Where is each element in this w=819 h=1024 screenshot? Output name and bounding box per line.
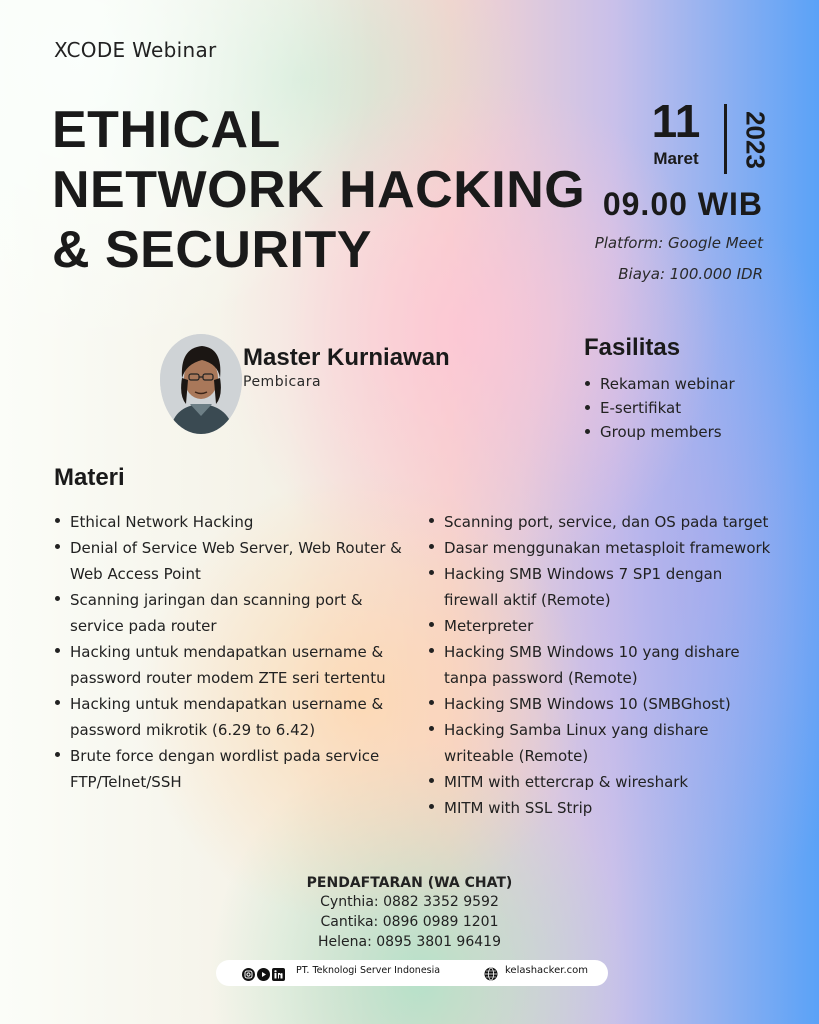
platform-info: Platform: Google Meet <box>594 234 763 252</box>
list-item: Rekaman webinar <box>584 372 735 396</box>
footer-bar <box>216 960 608 986</box>
list-item: Ethical Network Hacking <box>54 509 404 535</box>
list-item: Hacking untuk mendapatkan username & password router modem ZTE seri tertentu <box>54 639 404 691</box>
event-time: 09.00 WIB <box>602 186 763 222</box>
social-icons <box>242 966 285 979</box>
registration-contact: Cantika: 0896 0989 1201 <box>320 914 499 930</box>
fasilitas-heading: Fasilitas <box>584 334 681 361</box>
price-info: Biaya: 100.000 IDR <box>618 265 763 283</box>
list-item: E-sertifikat <box>584 396 735 420</box>
speaker-role: Pembicara <box>243 374 322 390</box>
website-link[interactable]: kelashacker.com <box>505 965 588 976</box>
list-item: MITM with SSL Strip <box>428 795 778 821</box>
list-item: Hacking SMB Windows 10 (SMBGhost) <box>428 691 778 717</box>
list-item: Brute force dengan wordlist pada service FTP/Telnet/SSH <box>54 743 404 795</box>
speaker-name: Master Kurniawan <box>243 344 450 371</box>
event-title <box>52 100 585 280</box>
title-line: NETWORK HACKING <box>52 161 586 219</box>
list-item: MITM with ettercrap & wireshark <box>428 769 778 795</box>
list-item: Hacking untuk mendapatkan username & password mikrotik (6.29 to 6.42) <box>54 691 404 743</box>
list-item: Meterpreter <box>428 613 778 639</box>
globe-icon <box>484 966 498 980</box>
materi-list-left <box>54 509 404 795</box>
date-day: 11 <box>651 95 701 147</box>
title-line: ETHICAL <box>52 101 281 159</box>
list-item: Group members <box>584 420 735 444</box>
list-item: Dasar menggunakan metasploit framework <box>428 535 778 561</box>
title-line: & SECURITY <box>52 221 372 279</box>
date-year-text: 2023 <box>740 111 771 169</box>
registration-contact: Cynthia: 0882 3352 9592 <box>320 894 499 910</box>
fasilitas-list <box>584 372 735 444</box>
speaker-avatar <box>160 334 242 434</box>
list-item: Scanning jaringan dan scanning port & service pada router <box>54 587 404 639</box>
company-name: PT. Teknologi Server Indonesia <box>296 965 441 976</box>
date-divider <box>724 104 727 174</box>
list-item: Hacking Samba Linux yang dishare writeable (Remote) <box>428 717 778 769</box>
youtube-icon[interactable] <box>257 966 270 979</box>
list-item: Hacking SMB Windows 10 yang dishare tanpa password (Remote) <box>428 639 778 691</box>
registration-contact: Helena: 0895 3801 96419 <box>318 934 501 950</box>
list-item: Hacking SMB Windows 7 SP1 dengan firewall aktif (Remote) <box>428 561 778 613</box>
materi-heading: Materi <box>54 464 125 491</box>
registration-title: PENDAFTARAN (WA CHAT) <box>306 875 513 891</box>
brand-label: XCODE Webinar <box>54 38 217 62</box>
date-month: Maret <box>653 149 699 168</box>
instagram-icon[interactable] <box>242 966 255 979</box>
materi-list-right <box>428 509 778 821</box>
list-item: Scanning port, service, dan OS pada target <box>428 509 778 535</box>
linkedin-icon[interactable] <box>272 966 285 979</box>
list-item: Denial of Service Web Server, Web Router & Web Access Point <box>54 535 404 587</box>
date-year <box>737 102 773 178</box>
